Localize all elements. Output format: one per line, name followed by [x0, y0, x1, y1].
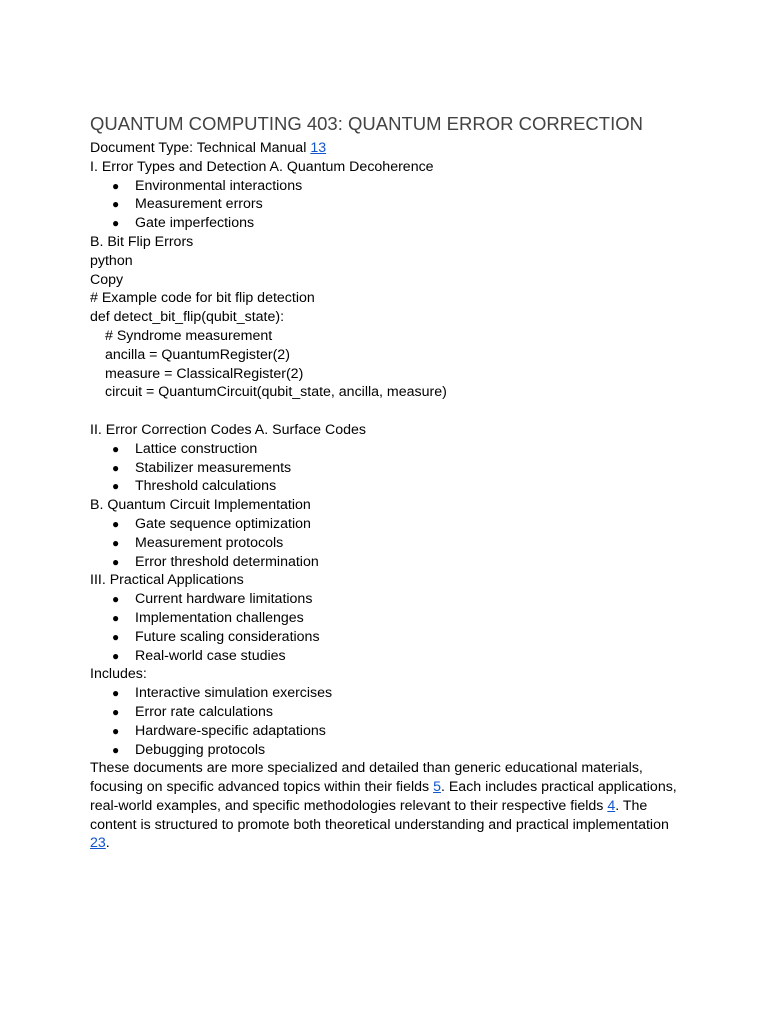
- bullet-icon: ●: [112, 197, 120, 212]
- list-item: ● Interactive simulation exercises: [112, 685, 333, 702]
- section1-heading: I. Error Types and Detection A. Quantum Decoherence: [90, 158, 434, 175]
- bullet-icon: ●: [112, 742, 120, 757]
- code-line: # Example code for bit flip detection: [90, 290, 315, 307]
- list-item: ● Gate sequence optimization: [112, 515, 311, 532]
- bullet-icon: ●: [112, 704, 120, 719]
- bullet-icon: ●: [112, 610, 120, 625]
- section2-sublist: [90, 515, 690, 571]
- section2-list: [90, 440, 690, 496]
- bullet-icon: ●: [112, 723, 120, 738]
- includes-list: [90, 684, 690, 759]
- bullet-icon: ●: [112, 516, 120, 531]
- bullet-icon: ●: [112, 535, 120, 550]
- bullet-icon: ●: [112, 686, 120, 701]
- bullet-icon: ●: [112, 178, 120, 193]
- citation-link-4[interactable]: 4: [607, 797, 616, 814]
- section2-heading: II. Error Correction Codes A. Surface Codes: [90, 421, 366, 438]
- bullet-icon: ●: [112, 441, 120, 456]
- list-item: ● Error threshold determination: [112, 553, 319, 570]
- page-title: QUANTUM COMPUTING 403: QUANTUM ERROR CORRECTION: [90, 113, 643, 134]
- citation-link-5[interactable]: 5: [433, 779, 441, 796]
- code-line: ancilla = QuantumRegister(2): [105, 346, 290, 363]
- list-item: ● Current hardware limitations: [112, 591, 313, 608]
- section1-list: [90, 177, 690, 233]
- list-item: ● Debugging protocols: [112, 741, 266, 758]
- code-block: [90, 289, 690, 402]
- section1-subheading: B. Bit Flip Errors: [90, 233, 194, 250]
- bullet-icon: ●: [112, 592, 120, 607]
- list-item: ● Threshold calculations: [112, 478, 277, 495]
- bullet-icon: ●: [112, 554, 120, 569]
- list-item: ● Measurement errors: [112, 196, 263, 213]
- list-item: ● Gate imperfections: [112, 215, 255, 232]
- citation-link-23[interactable]: 23: [90, 835, 106, 852]
- list-item: ● Hardware-specific adaptations: [112, 722, 326, 739]
- list-item: ● Measurement protocols: [112, 534, 284, 551]
- section3-heading: III. Practical Applications: [90, 572, 244, 589]
- list-item: ● Real-world case studies: [112, 647, 286, 664]
- code-line: def detect_bit_flip(qubit_state):: [90, 309, 285, 326]
- copy-button[interactable]: Copy: [90, 271, 124, 288]
- section2-subheading: B. Quantum Circuit Implementation: [90, 497, 311, 514]
- list-item: ● Environmental interactions: [112, 177, 303, 194]
- code-line: measure = ClassicalRegister(2): [105, 365, 304, 382]
- includes-heading: Includes:: [90, 666, 147, 683]
- doc-type-label: Document Type: Technical Manual: [90, 140, 307, 156]
- code-line: circuit = QuantumCircuit(qubit_state, ancilla, measure): [105, 384, 447, 401]
- bullet-icon: ●: [112, 629, 120, 644]
- summary-paragraph: These documents are more specialized and detailed than generic educational materials, focusing on specific advanced topics within their fields 5. Each includes practical applications, real-world examples, and specific methodologies relevant to their respective fields 4. The content is structured to promote both theoretical understanding and practical implementation 23.: [90, 760, 677, 852]
- code-language-label: python: [90, 252, 133, 269]
- bullet-icon: ●: [112, 460, 120, 475]
- list-item: ● Future scaling considerations: [112, 628, 320, 645]
- bullet-icon: ●: [112, 216, 120, 231]
- list-item: ● Implementation challenges: [112, 609, 304, 626]
- doc-type-line: [90, 139, 690, 158]
- section3-list: [90, 590, 690, 665]
- list-item: ● Lattice construction: [112, 440, 258, 457]
- bullet-icon: ●: [112, 648, 120, 663]
- list-item: ● Error rate calculations: [112, 703, 273, 720]
- bullet-icon: ●: [112, 479, 120, 494]
- citation-link-13[interactable]: 13: [310, 140, 327, 156]
- document-body: [90, 112, 690, 853]
- code-line: # Syndrome measurement: [105, 327, 273, 344]
- spacer: [90, 402, 690, 421]
- list-item: ● Stabilizer measurements: [112, 459, 292, 476]
